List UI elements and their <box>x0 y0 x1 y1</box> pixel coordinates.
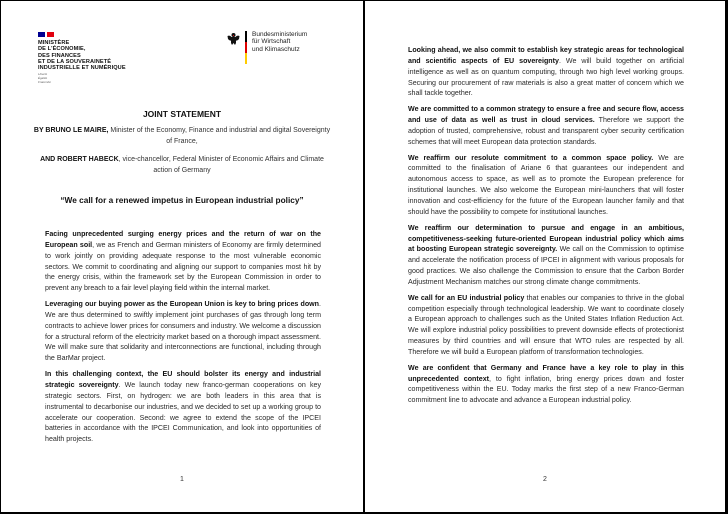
signer-habeck <box>31 155 333 176</box>
page-number: 2 <box>543 476 547 483</box>
paragraph <box>408 293 684 358</box>
ministry-name-line: DE L'ÉCONOMIE, <box>38 46 86 53</box>
signer-name: AND ROBERT HABECK <box>40 156 119 163</box>
motto-line: Égalité <box>38 76 48 81</box>
paragraph-lead: We reaffirm our determination to pursue and engage in an ambitious, competitiveness-seeking future-oriented European industrial policy which aims at boosting European strategic sovereignty. <box>408 223 684 254</box>
french-motto <box>38 73 126 84</box>
paragraph <box>408 363 684 406</box>
document-title: JOINT STATEMENT <box>142 109 222 119</box>
federal-eagle-icon <box>227 32 240 46</box>
ministry-name-line: DES FINANCES <box>38 52 81 59</box>
motto-line: Liberté <box>38 72 48 77</box>
french-ministry-logo <box>38 32 126 84</box>
paragraph-lead: Looking ahead, we also commit to establish key strategic areas for technological and scientific aspects of EU sovereignty <box>408 46 684 65</box>
paragraph-lead: We reaffirm our resolute commitment to a common space policy. <box>408 153 654 162</box>
page-number: 1 <box>180 476 184 483</box>
ministry-name-line: Bundesministerium <box>252 31 308 38</box>
paragraph <box>45 369 321 445</box>
paragraph <box>408 223 684 288</box>
paragraph <box>408 45 684 99</box>
paragraph-text: Therefore we support the adoption of trusted, comprehensive, robust and transparent cyber security certification schemes that will meet European data protection standards. <box>408 116 684 146</box>
page2-body <box>408 45 684 411</box>
paragraph-lead: Facing unprecedented surging energy prices and the return of war on the European soil <box>45 230 321 249</box>
german-ministry-logo <box>227 31 307 64</box>
paragraph-lead: We are confident that Germany and France have a key role to play in this unprecedented context <box>408 363 684 383</box>
paragraph <box>45 229 321 294</box>
paragraph-lead: Leveraging our buying power as the European Union is key to bring prices down <box>45 300 320 309</box>
statement-headline-quote: “We call for a renewed impetus in European industrial policy” <box>60 195 304 205</box>
paragraph <box>408 153 684 218</box>
paragraph-text: We are committed to the finalisation of Ariane 6 that guarantees our independent and autonomous access to space, as well as to promote the European preference for institutional launches. We also welcome the European mini-launchers that will foster innovation and cost-efficiency for the future of the European launcher family and that should have the possibility to compete for institutional launches. <box>408 153 684 216</box>
paragraph <box>45 299 321 364</box>
paragraph <box>408 104 684 147</box>
ministry-name-line: für Wirtschaft <box>252 38 291 46</box>
ministry-name-line: INDUSTRIELLE ET NUMÉRIQUE <box>38 65 126 72</box>
paragraph-text: , we as French and German ministers of Economy are firmly determined to work jointly on providing adequate response to the most vulnerable economic sectors. We commit to coordinating and aligning our support to companies most hit by the energy crisis, within the framework set by the European Commission in order to prevent any breach to a fair level playing field within the internal market. <box>45 240 322 293</box>
paragraph-text: . We launch today new franco-german cooperations on key strategic sectors. First, on hydrogen: we are both leaders in this area that is instrumental to decarbonise our industries, and we decided to set up a working group to accelerate our cooperation. Second: we agree to extend the scope of the IPCEI batteries in accordance with the IPCEI Communication, and look into opportunities of health projects. <box>45 380 321 444</box>
paragraph-text: that enables our companies to thrive in the global competition especially through technological leadership. We want to coordinate closely a European approach to challenges such as the United States Inflation Reduction Act. We will explore industrial policy possibilities to prevent downside effects of protectionist measures by third countries and will ensure that WTO rules are respected by all. Therefore we will build a European platform of transformation technologies. <box>408 293 685 356</box>
page1-body <box>45 229 321 450</box>
german-ministry-name <box>252 31 307 53</box>
ministry-name-line: und Klimaschutz <box>252 45 300 53</box>
document-page-1 <box>1 1 363 512</box>
ministry-name-line: MINISTÈRE <box>38 40 70 46</box>
ministry-name-line: ET DE LA SOUVERAINETÉ <box>38 58 112 65</box>
paragraph-text: . We will build together on artificial intelligence as well as on quantum computing, through two high level working groups. Securing our procurement of raw materials is also a great matter of concern which we shall tackle together. <box>408 56 684 98</box>
signer-le-maire <box>31 126 333 147</box>
french-ministry-name <box>38 40 126 71</box>
paragraph-lead: We call for an EU industrial policy <box>408 293 525 302</box>
german-flag-bar <box>245 31 247 64</box>
signer-role: Minister of the Economy, Finance and industrial and digital Sovereignty of France, <box>108 127 331 145</box>
marianne-flag-icon <box>38 32 126 37</box>
signer-role: , vice-chancellor, Federal Minister of Economic Affairs and Climate action of Germany <box>118 156 324 174</box>
paragraph-lead: In this challenging context, the EU should bolster its energy and industrial strategic sovereignty <box>45 370 321 389</box>
signer-name: BY BRUNO LE MAIRE, <box>33 127 109 134</box>
motto-line: Fraternité <box>38 79 51 84</box>
document-page-2 <box>365 1 725 512</box>
paragraph-text: We call on the Commission to optimise and accelerate the notification process of IPCEI in alignment with various proposals for good practices. We also challenge the Commission to ensure that the Carbon Border Adjustment Mechanism matches our strong climate change commitments. <box>408 245 684 286</box>
paragraph-text: , to fight inflation, bring energy prices down and foster competitiveness within the EU. Today marks the first step of a new Franco-German commitment line to advocate and advance a European industrial policy. <box>408 374 684 405</box>
paragraph-text: . We are thus determined to swiftly implement joint purchases of gas through long term contracts to achieve lower prices for consumers and industry. We welcome a discussion for a structural reform of the electricity market based on a thorough impact assessment. We will make sure that solidarity and interconnections are functional, including through the BarMar project. <box>45 300 321 363</box>
paragraph-lead: We are committed to a common strategy to ensure a free and secure flow, access and use of data as well as trust in cloud services. <box>408 105 684 125</box>
